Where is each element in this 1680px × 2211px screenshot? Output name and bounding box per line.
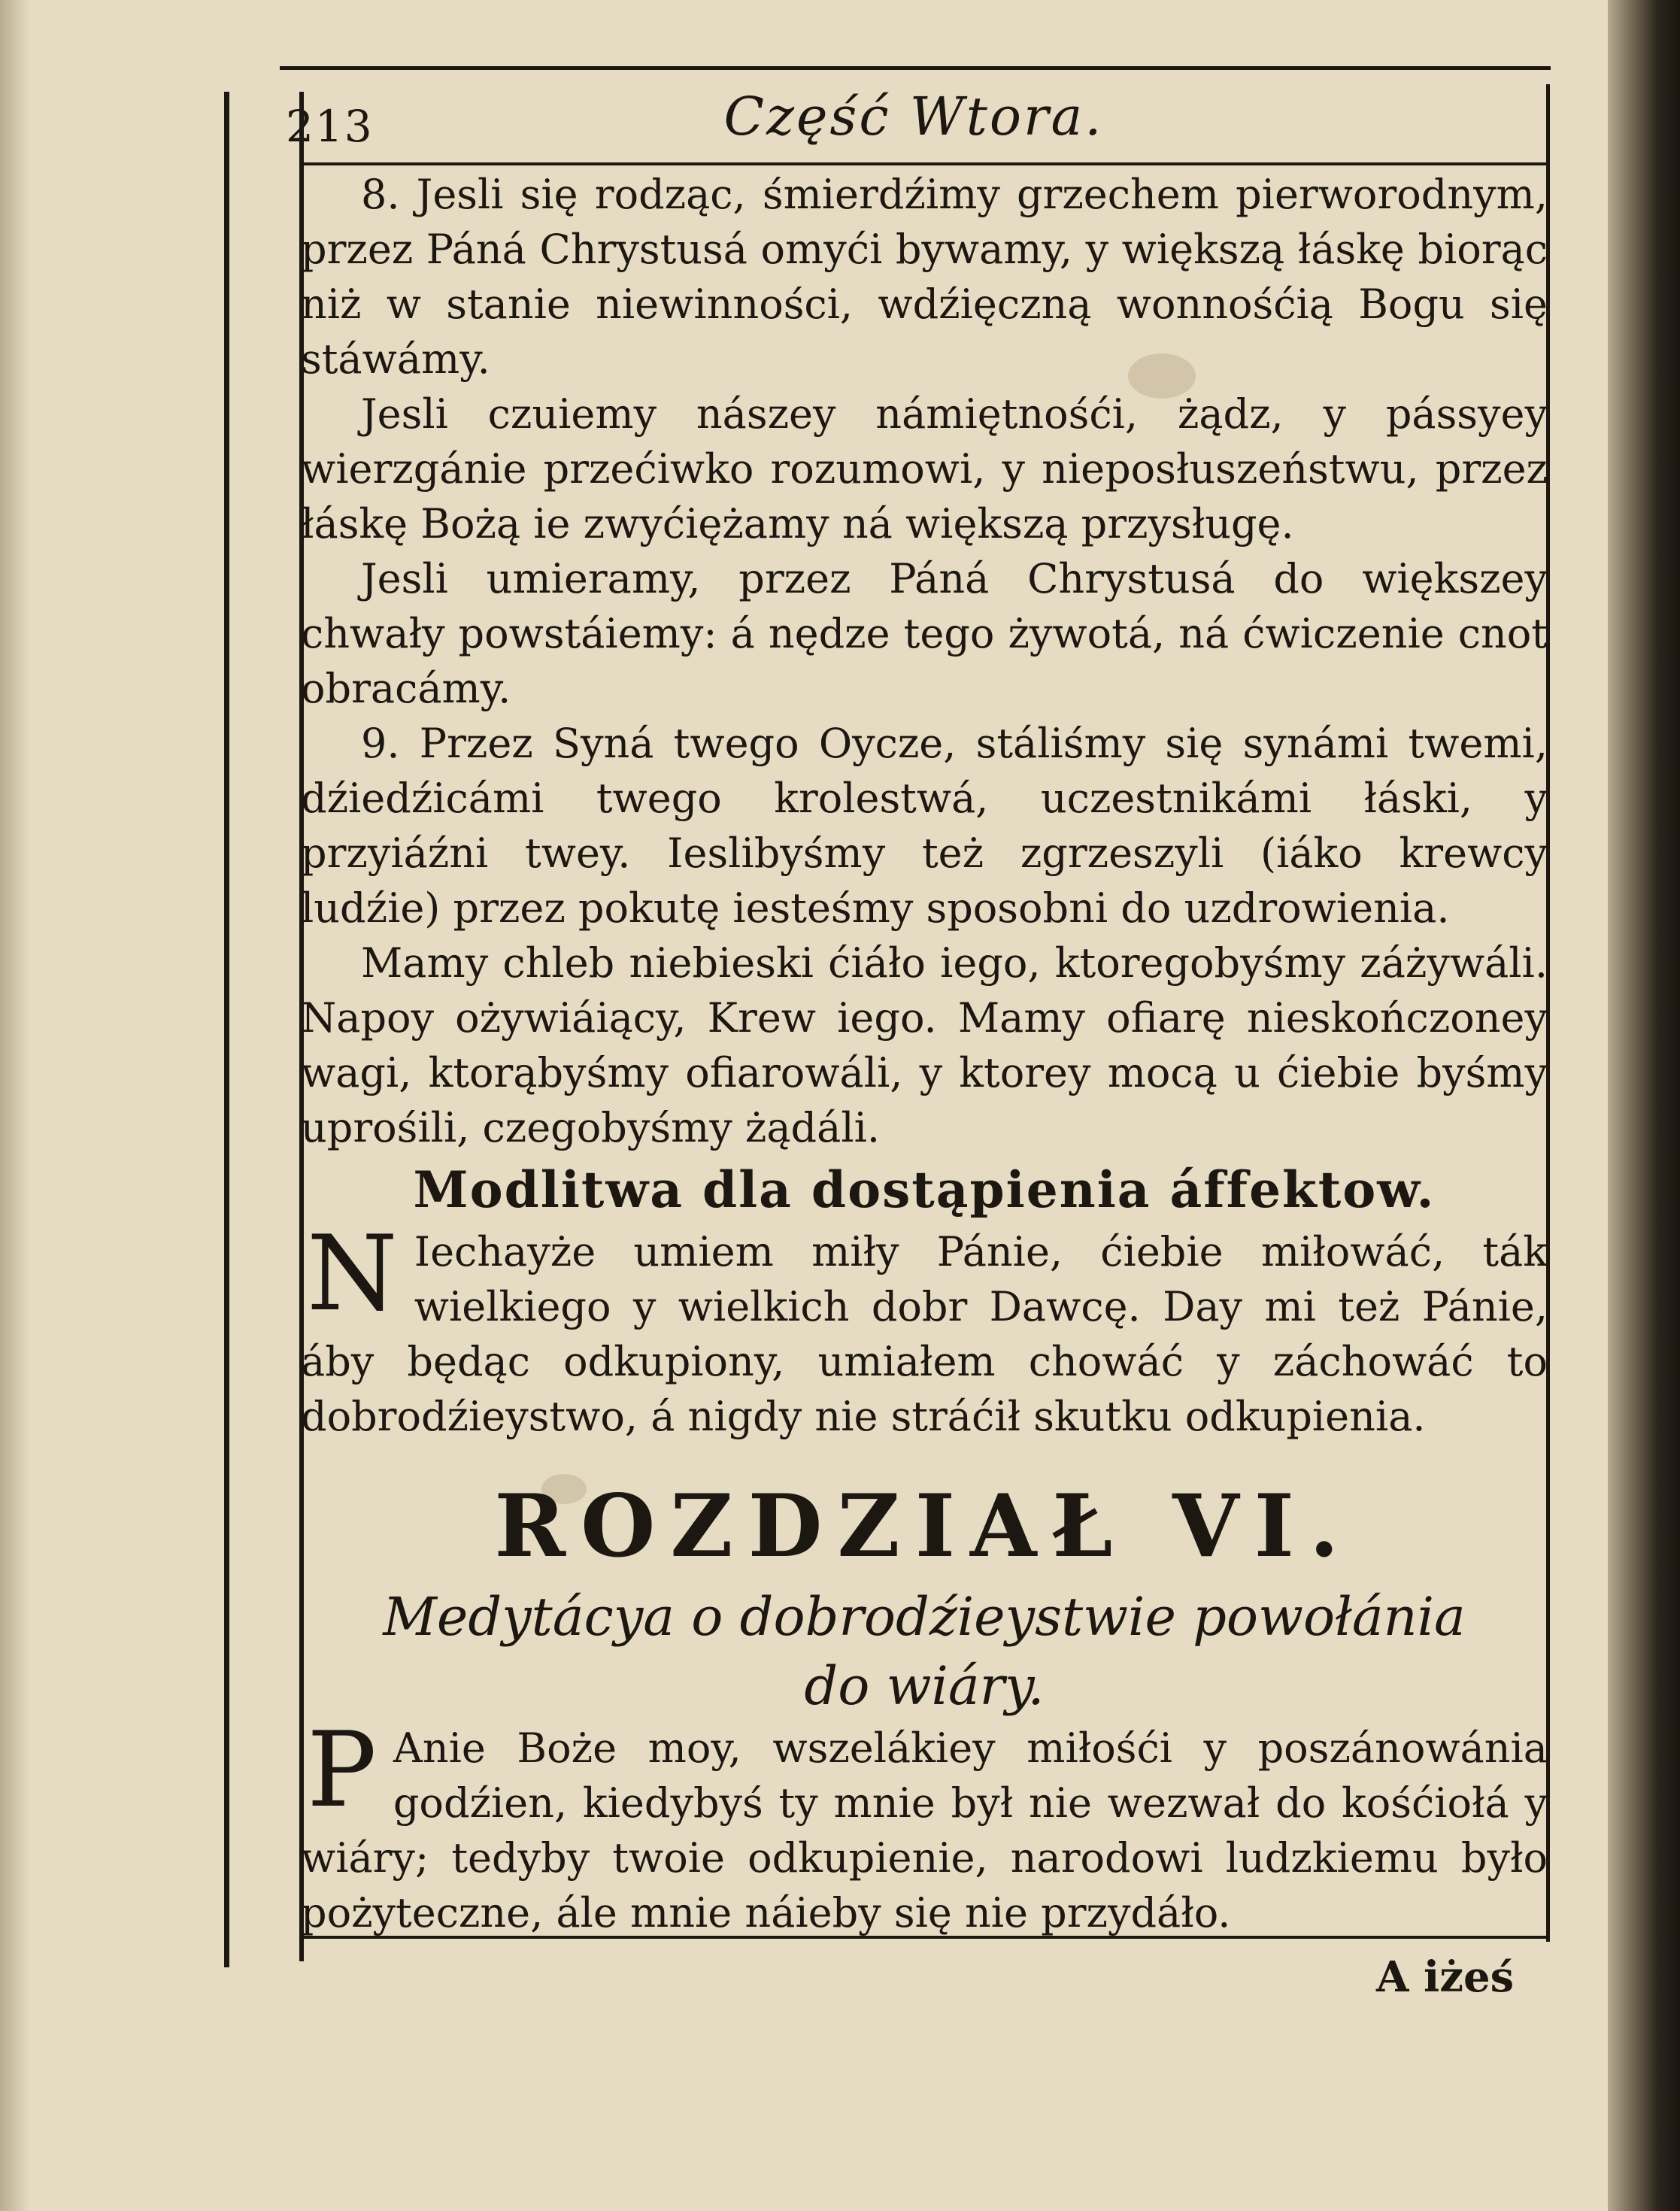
- paragraph-czujemy: Jesli czuiemy nászey námiętnośći, żądz, y pássyey wierzgánie przećiwko rozumowi, y nieposłuszeństwu, przez łáskę Bożą ie zwyćiężamy ná większą przysługę.: [301, 390, 1548, 547]
- chapter-text: Anie Boże moy, wszelákiey miłośći y poszánowánia godźien, kiedybyś ty mnie był nie wezwał do kośćiołá y wiáry; tedyby twoie odkupienie, narodowi ludzkiemu było pożyteczne, ále mnie náieby się nie przydáło.: [301, 1724, 1548, 1937]
- paragraph-umieramy: Jesli umieramy, przez Páná Chrystusá do większey chwały powstáiemy: á nędze tego żywotá, ná ćwiczenie cnot obracámy.: [301, 555, 1548, 712]
- page-header: [286, 78, 1542, 153]
- chapter-title: ROZDZIAŁ VI.: [494, 1476, 1354, 1576]
- book-binding: [1608, 0, 1680, 2211]
- prayer-paragraph: [301, 1213, 1548, 1444]
- header-rule: [301, 162, 1549, 165]
- main-text-block: [301, 167, 1548, 1940]
- paragraph-chleb: Mamy chleb niebieski ćiáło iego, ktoregobyśmy záżywáli. Napoy ożywiáiący, Krew iego. Mamy ofiarę nieskończoney wagi, ktorąbyśmy ofiarowáli, y ktorey mocą u ćiebie byśmy uprośili, czegobyśmy żądáli.: [301, 939, 1548, 1151]
- chapter-drop-cap: P: [307, 1709, 377, 1830]
- meditation-title-line-1: Medytácya o dobrodźieystwie powołánia: [383, 1586, 1466, 1648]
- page-edge-shadow: [0, 0, 30, 2211]
- prayer-text: Iechayże umiem miły Pánie, ćiebie miłowáć, ták wielkiego y wielkich dobr Dawcę. Day mi też Pánie, áby będąc odkupiony, umiałem chowáć y záchowáć to dobrodźieystwo, á nigdy nie stráćił skutku odkupienia.: [301, 1228, 1548, 1440]
- page-number: 213: [286, 101, 374, 152]
- paragraph-8: 8. Jesli się rodząc, śmierdźimy grzechem pierworodnym, przez Páná Chrystusá omyći bywamy, y większą łáskę biorąc niż w stanie niewinności, wdźięczną wonnośćią Bogu się stáwámy.: [301, 171, 1548, 383]
- meditation-title-line-2: do wiáry.: [804, 1655, 1045, 1717]
- prayer-drop-cap: N: [307, 1213, 398, 1334]
- running-title: Część Wtora.: [723, 86, 1104, 147]
- paragraph-9: 9. Przez Syná twego Oycze, stáliśmy się synámi twemi, dźiedźicámi twego krolestwá, uczestnikámi łáski, y przyiáźni twey. Ieslibyśmy też zgrzeszyli (iáko krewcy ludźie) przez pokutę iesteśmy sposobni do uzdrowienia.: [301, 720, 1548, 932]
- catchword: A iżeś: [1376, 1952, 1515, 2002]
- prayer-heading: Modlitwa dla dostąpienia áffektow.: [413, 1160, 1436, 1219]
- chapter-paragraph: [301, 1709, 1548, 1940]
- frame-left-outer-rule: [224, 92, 229, 1967]
- frame-top-rule: [280, 66, 1551, 70]
